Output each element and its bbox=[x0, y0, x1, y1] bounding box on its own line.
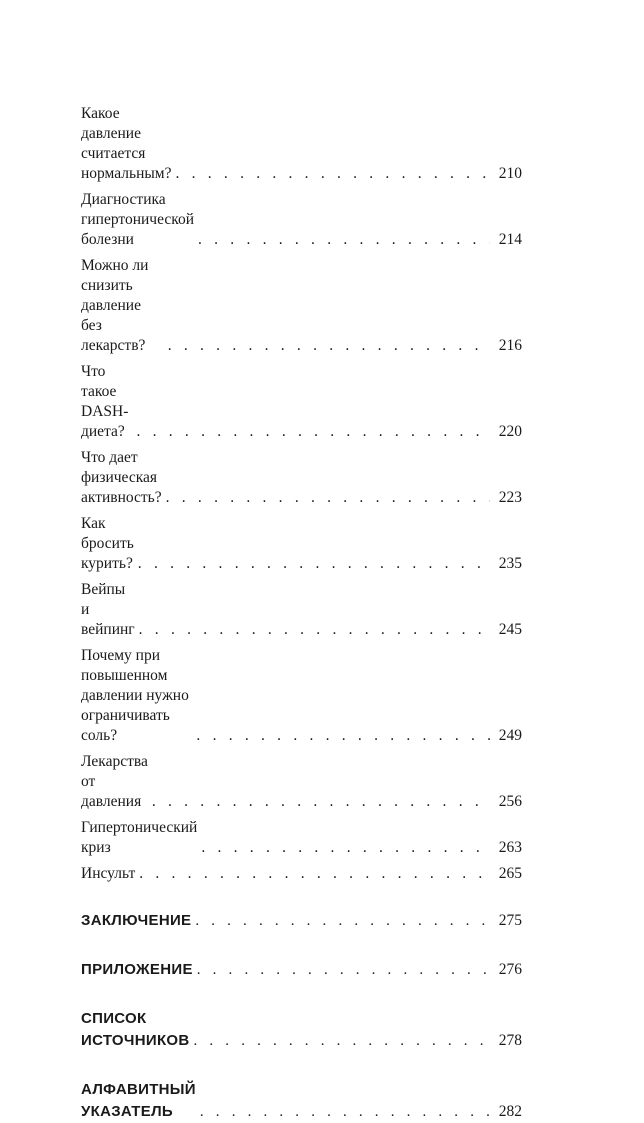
dot-leader bbox=[138, 554, 490, 574]
toc-entry[interactable] bbox=[81, 448, 522, 508]
toc-section-page: 282 bbox=[498, 1103, 522, 1120]
toc-section-page: 275 bbox=[498, 912, 522, 929]
toc-entry-title: Диагностика гипертонической болезни bbox=[81, 191, 198, 248]
toc-entry-page: 220 bbox=[498, 423, 522, 440]
toc-entry-title: Какое давление считается нормальным? bbox=[81, 105, 172, 182]
toc-entry-page: 235 bbox=[498, 555, 522, 572]
dot-leader bbox=[175, 164, 490, 184]
toc-entry-page: 249 bbox=[498, 727, 522, 744]
dot-leader bbox=[200, 1101, 490, 1123]
toc-entry-title: Почему при повышенном давлении нужно ограничивать соль? bbox=[81, 647, 193, 744]
toc-section-title: ПРИЛОЖЕНИЕ bbox=[81, 961, 193, 978]
toc-entry-page: 214 bbox=[498, 231, 522, 248]
toc-entry-title: Как бросить курить? bbox=[81, 515, 138, 572]
toc-entry[interactable] bbox=[81, 362, 522, 442]
toc-section-title: СПИСОК ИСТОЧНИКОВ bbox=[81, 1010, 190, 1049]
toc-entry-title: Инсульт bbox=[81, 865, 136, 882]
toc-section-appendix[interactable] bbox=[81, 959, 522, 981]
dot-leader bbox=[197, 959, 490, 981]
toc-section-page: 276 bbox=[498, 961, 522, 978]
toc-entry[interactable] bbox=[81, 104, 522, 184]
toc-entry[interactable] bbox=[81, 190, 522, 250]
dot-leader bbox=[139, 620, 490, 640]
toc-entry[interactable] bbox=[81, 864, 522, 884]
dot-leader bbox=[152, 792, 490, 812]
toc-entry-page: 263 bbox=[498, 839, 522, 856]
toc-entry[interactable] bbox=[81, 752, 522, 812]
toc-entry-page: 223 bbox=[498, 489, 522, 506]
toc-entry[interactable] bbox=[81, 646, 522, 746]
toc-entry-title: Можно ли снизить давление без лекарств? bbox=[81, 257, 153, 354]
dot-leader bbox=[195, 910, 490, 932]
toc-section-conclusion[interactable] bbox=[81, 910, 522, 932]
toc-entry[interactable] bbox=[81, 580, 522, 640]
table-of-contents bbox=[81, 104, 522, 1123]
toc-entry[interactable] bbox=[81, 514, 522, 574]
toc-section-title: ЗАКЛЮЧЕНИЕ bbox=[81, 912, 192, 929]
dot-leader bbox=[196, 726, 490, 746]
dot-leader bbox=[168, 336, 490, 356]
toc-entry-title: Гипертонический криз bbox=[81, 819, 202, 856]
toc-entry-title: Вейпы и вейпинг bbox=[81, 581, 135, 638]
toc-entry-title: Что дает физическая активность? bbox=[81, 449, 162, 506]
toc-entry-page: 245 bbox=[498, 621, 522, 638]
toc-entry-page: 210 bbox=[498, 165, 522, 182]
toc-section-index[interactable] bbox=[81, 1079, 522, 1123]
toc-entry-page: 256 bbox=[498, 793, 522, 810]
dot-leader bbox=[166, 488, 490, 508]
dot-leader bbox=[136, 422, 490, 442]
dot-leader bbox=[201, 838, 490, 858]
toc-entry-page: 216 bbox=[498, 337, 522, 354]
toc-entry-title: Лекарства от давления bbox=[81, 753, 152, 810]
toc-entry-title: Что такое DASH-диета? bbox=[81, 363, 129, 440]
toc-section-page: 278 bbox=[498, 1032, 522, 1049]
dot-leader bbox=[198, 230, 490, 250]
toc-entry[interactable] bbox=[81, 818, 522, 858]
toc-entry[interactable] bbox=[81, 256, 522, 356]
dot-leader bbox=[194, 1030, 491, 1052]
toc-section-title: АЛФАВИТНЫЙ УКАЗАТЕЛЬ bbox=[81, 1081, 201, 1120]
toc-entry-page: 265 bbox=[498, 865, 522, 882]
dot-leader bbox=[139, 864, 490, 884]
toc-section-references[interactable] bbox=[81, 1008, 522, 1052]
